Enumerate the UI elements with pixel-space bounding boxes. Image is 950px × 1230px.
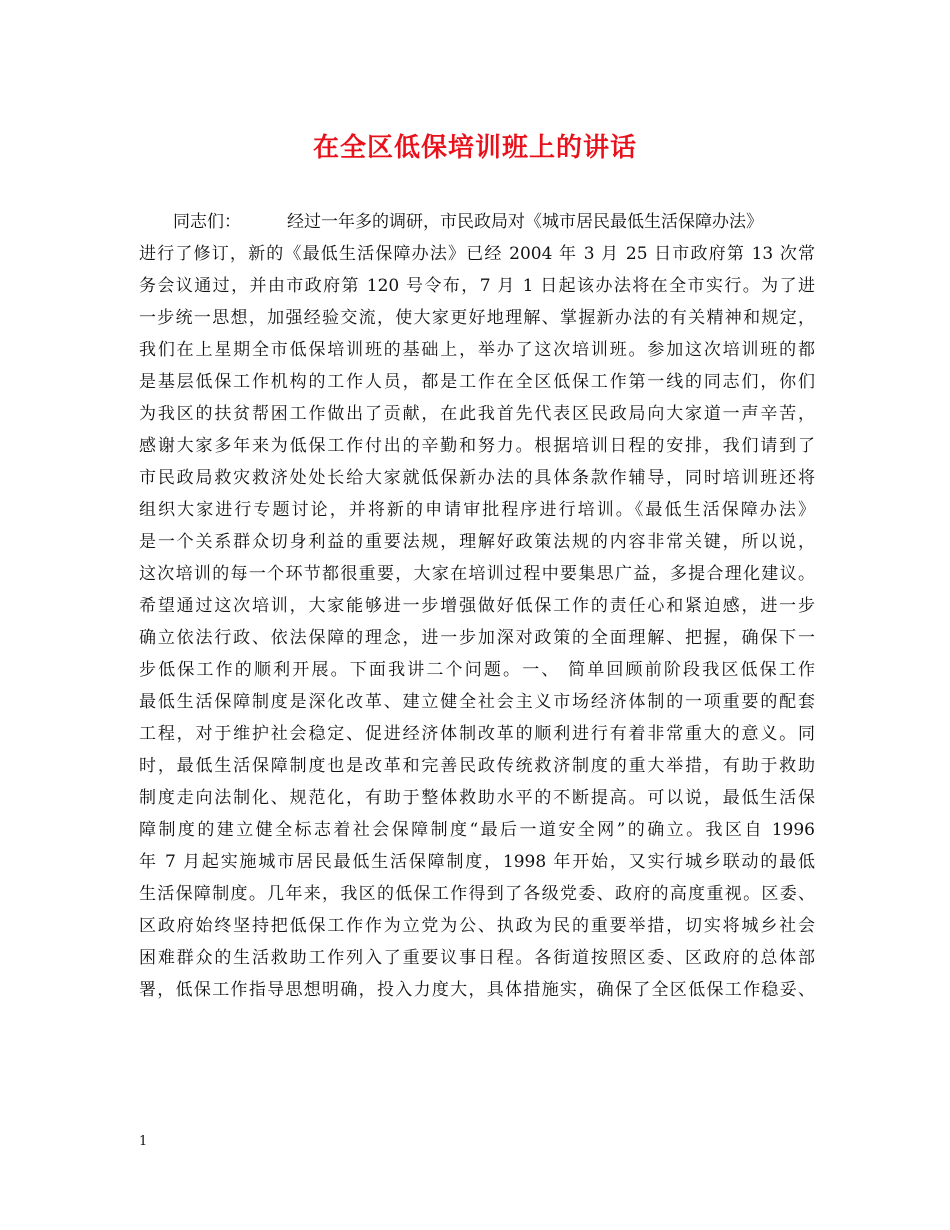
salutation: 同志们： (173, 212, 241, 232)
body-line: 年 7 月起实施城市居民最低生活保障制度，1998 年开始，又实行城乡联动的最低 (139, 852, 815, 872)
body-line: 确立依法行政、依法保障的理念，进一步加深对政策的全面理解、把握，确保下一 (139, 628, 815, 648)
opening-text: 经过一年多的调研，市民政局对《城市居民最低生活保障办法》 (287, 212, 763, 232)
body-line: 时，最低生活保障制度也是改革和完善民政传统救济制度的重大举措，有助于救助 (139, 756, 815, 776)
body-line: 步低保工作的顺利开展。下面我讲二个问题。一、 简单回顾前阶段我区低保工作 (139, 660, 815, 680)
body-lines (139, 238, 815, 1006)
body-line: 组织大家进行专题讨论，并将新的申请审批程序进行培训。《最低生活保障办法》 (139, 500, 815, 520)
body-line: 希望通过这次培训，大家能够进一步增强做好低保工作的责任心和紧迫感，进一步 (139, 596, 815, 616)
body-line: 一步统一思想，加强经验交流，使大家更好地理解、掌握新办法的有关精神和规定， (139, 308, 815, 328)
body-line: 是基层低保工作机构的工作人员，都是工作在全区低保工作第一线的同志们，你们 (139, 372, 815, 392)
speech-body (139, 206, 815, 1006)
body-line: 务会议通过，并由市政府第 120 号令布，7 月 1 日起该办法将在全市实行。为了进 (139, 276, 815, 296)
opening-line (139, 206, 815, 238)
body-line: 署，低保工作指导思想明确，投入力度大，具体措施实，确保了全区低保工作稳妥、 (139, 980, 815, 1000)
body-line: 进行了修订，新的《最低生活保障办法》已经 2004 年 3 月 25 日市政府第 13 次常 (139, 244, 815, 264)
body-line: 障制度的建立健全标志着社会保障制度“最后一道安全网”的确立。我区自 1996 (139, 820, 815, 840)
body-line: 我们在上星期全市低保培训班的基础上，举办了这次培训班。参加这次培训班的都 (139, 340, 815, 360)
body-line: 困难群众的生活救助工作列入了重要议事日程。各街道按照区委、区政府的总体部 (139, 948, 815, 968)
body-line: 区政府始终坚持把低保工作作为立党为公、执政为民的重要举措，切实将城乡社会 (139, 916, 815, 936)
document-title: 在全区低保培训班上的讲话 (312, 133, 637, 163)
page-number: 1 (139, 1134, 148, 1149)
body-line: 工程，对于维护社会稳定、促进经济体制改革的顺利进行有着非常重大的意义。同 (139, 724, 815, 744)
body-line: 是一个关系群众切身利益的重要法规，理解好政策法规的内容非常关键，所以说， (139, 532, 815, 552)
body-line: 感谢大家多年来为低保工作付出的辛勤和努力。根据培训日程的安排，我们请到了 (139, 436, 815, 456)
body-line: 市民政局救灾救济处处长给大家就低保新办法的具体条款作辅导，同时培训班还将 (139, 468, 815, 488)
body-line: 生活保障制度。几年来，我区的低保工作得到了各级党委、政府的高度重视。区委、 (139, 884, 815, 904)
body-line: 最低生活保障制度是深化改革、建立健全社会主义市场经济体制的一项重要的配套 (139, 692, 815, 712)
body-line: 这次培训的每一个环节都很重要，大家在培训过程中要集思广益，多提合理化建议。 (139, 564, 815, 584)
body-line: 制度走向法制化、规范化，有助于整体救助水平的不断提高。可以说，最低生活保 (139, 788, 815, 808)
body-line: 为我区的扶贫帮困工作做出了贡献，在此我首先代表区民政局向大家道一声辛苦， (139, 404, 815, 424)
